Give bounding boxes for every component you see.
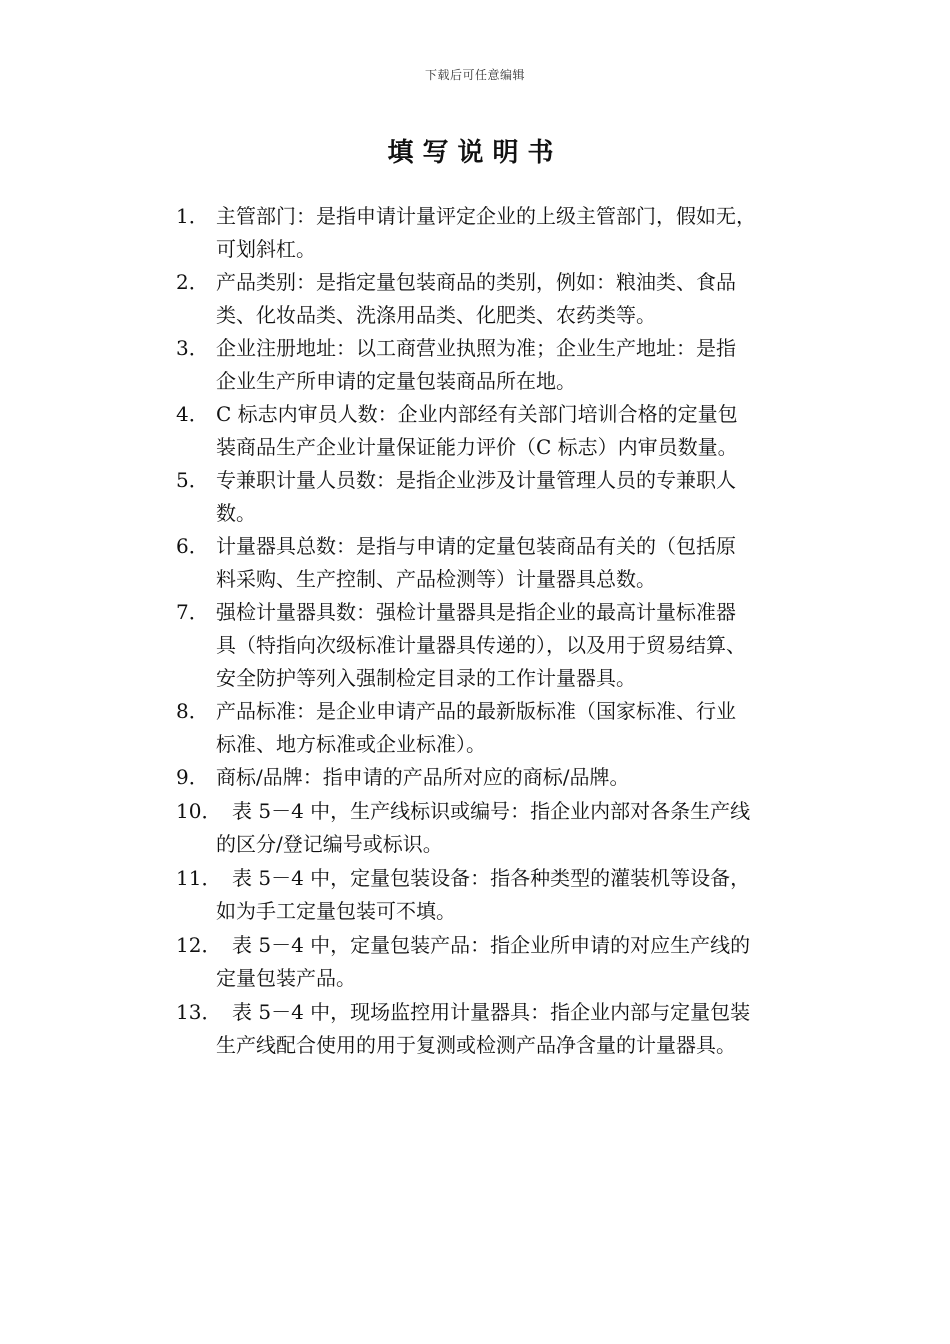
item-text-line: 的区分/登记编号或标识。 xyxy=(216,832,443,856)
item-text xyxy=(216,761,836,794)
item-text-line: 装商品生产企业计量保证能力评价（C 标志）内审员数量。 xyxy=(216,435,738,459)
item-number: 11． xyxy=(176,866,222,890)
list-item xyxy=(176,530,836,596)
list-item xyxy=(176,332,836,398)
list-item xyxy=(176,464,836,530)
item-text xyxy=(216,862,836,928)
item-text xyxy=(216,398,836,464)
item-text xyxy=(216,332,836,398)
item-text-line: 专兼职计量人员数：是指企业涉及计量管理人员的专兼职人 xyxy=(216,468,736,492)
item-number: 2． xyxy=(176,270,209,294)
item-text-line: 表 5－4 中，定量包装产品：指企业所申请的对应生产线的 xyxy=(232,933,751,957)
item-text-line: 产品标准：是企业申请产品的最新版标准（国家标准、行业 xyxy=(216,699,736,723)
item-text-line: 可划斜杠。 xyxy=(216,237,316,261)
item-text-line: 强检计量器具数：强检计量器具是指企业的最高计量标准器 xyxy=(216,600,736,624)
item-text-line: 安全防护等列入强制检定目录的工作计量器具。 xyxy=(216,666,636,690)
item-text-line: 数。 xyxy=(216,501,256,525)
item-text-line: 料采购、生产控制、产品检测等）计量器具总数。 xyxy=(216,567,656,591)
item-text-line: 类、化妆品类、洗涤用品类、化肥类、农药类等。 xyxy=(216,303,656,327)
list-item xyxy=(176,996,836,1062)
item-text-line: C 标志内审员人数：企业内部经有关部门培训合格的定量包 xyxy=(216,402,738,426)
item-text xyxy=(216,996,836,1062)
item-text xyxy=(216,464,836,530)
header-note: 下载后可任意编辑 xyxy=(424,68,525,82)
item-text-line: 商标/品牌：指申请的产品所对应的商标/品牌。 xyxy=(216,765,630,789)
item-number: 12． xyxy=(176,933,222,957)
item-text xyxy=(216,795,836,861)
item-number: 9． xyxy=(176,765,209,789)
item-number: 10． xyxy=(176,799,222,823)
item-text-line: 生产线配合使用的用于复测或检测产品净含量的计量器具。 xyxy=(216,1033,736,1057)
instruction-list xyxy=(176,200,836,1062)
list-item xyxy=(176,266,836,332)
list-item xyxy=(176,761,836,794)
item-text-line: 表 5－4 中，定量包装设备：指各种类型的灌装机等设备， xyxy=(232,866,751,890)
item-text xyxy=(216,695,836,761)
item-text-line: 标准、地方标准或企业标准）。 xyxy=(216,732,486,756)
item-text-line: 表 5－4 中，现场监控用计量器具：指企业内部与定量包装 xyxy=(232,1000,751,1024)
list-item xyxy=(176,695,836,761)
item-text-line: 企业生产所申请的定量包装商品所在地。 xyxy=(216,369,576,393)
item-number: 5． xyxy=(176,468,209,492)
item-text xyxy=(216,266,836,332)
item-text-line: 主管部门：是指申请计量评定企业的上级主管部门，假如无， xyxy=(216,204,756,228)
list-item xyxy=(176,862,836,928)
list-item xyxy=(176,929,836,995)
item-number: 3． xyxy=(176,336,209,360)
item-text-line: 如为手工定量包装可不填。 xyxy=(216,899,456,923)
item-number: 6． xyxy=(176,534,209,558)
item-text-line: 具（特指向次级标准计量器具传递的），以及用于贸易结算、 xyxy=(216,633,746,657)
item-text-line: 定量包装产品。 xyxy=(216,966,356,990)
item-text-line: 表 5－4 中，生产线标识或编号：指企业内部对各条生产线 xyxy=(232,799,751,823)
item-text xyxy=(216,200,836,266)
item-text xyxy=(216,596,836,695)
list-item xyxy=(176,795,836,861)
item-text xyxy=(216,929,836,995)
list-item xyxy=(176,398,836,464)
item-text-line: 企业注册地址：以工商营业执照为准；企业生产地址：是指 xyxy=(216,336,736,360)
list-item xyxy=(176,596,836,695)
item-text-line: 产品类别：是指定量包装商品的类别，例如：粮油类、食品 xyxy=(216,270,736,294)
document-title: 填写说明书 xyxy=(387,138,563,168)
item-number: 1． xyxy=(176,204,209,228)
item-number: 4． xyxy=(176,402,209,426)
item-number: 7． xyxy=(176,600,209,624)
item-text xyxy=(216,530,836,596)
item-number: 13． xyxy=(176,1000,222,1024)
list-item xyxy=(176,200,836,266)
item-text-line: 计量器具总数：是指与申请的定量包装商品有关的（包括原 xyxy=(216,534,736,558)
item-number: 8． xyxy=(176,699,209,723)
